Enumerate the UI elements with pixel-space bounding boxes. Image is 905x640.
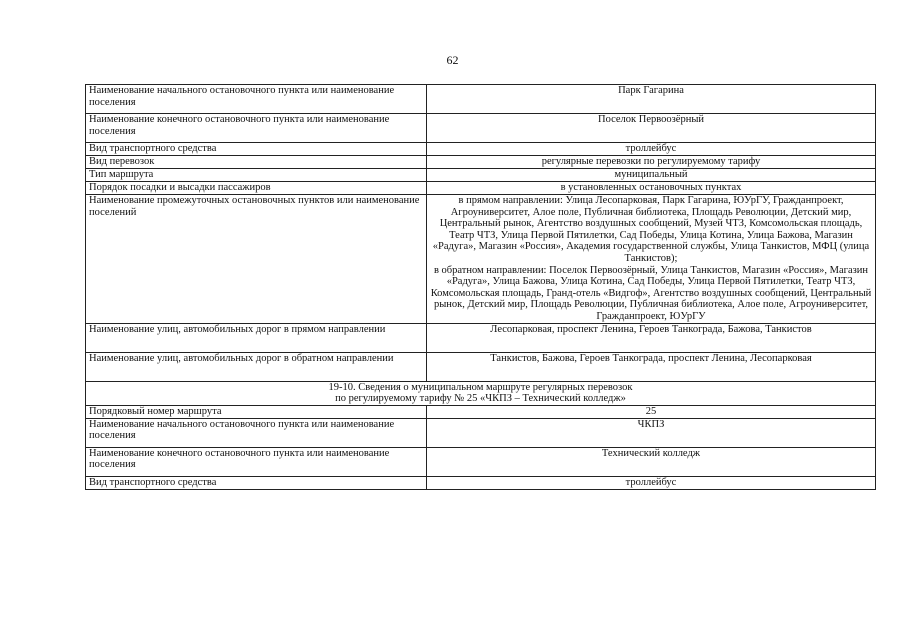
row-label: Тип маршрута bbox=[86, 169, 427, 182]
row-value: муниципальный bbox=[427, 169, 876, 182]
forward-direction-stops: в прямом направлении: Улица Лесопарковая, Парк Гагарина, ЮУрГУ, Гражданпроект, Агроуниверситет, Алое поле, Публичная библиотека, Площадь Революции, Детский мир, Центральный рынок, Агентство воздушных сообщений, Музей ЧТЗ, Комсомольская площадь, Театр ЧТЗ, Улица Первой Пятилетки, Сад Победы, Улица Котина, Улица Бажова, Магазин «Радуга», Магазин «Россия», Академия государственной службы, Улица Танкистов, МФЦ (улица Танкистов); bbox=[432, 195, 870, 264]
row-value: ЧКПЗ bbox=[427, 418, 876, 447]
row-value: Поселок Первоозёрный bbox=[427, 114, 876, 143]
table-row bbox=[86, 85, 876, 114]
row-value: троллейбус bbox=[427, 476, 876, 489]
table-row bbox=[86, 169, 876, 182]
row-label: Наименование начального остановочного пункта или наименование поселения bbox=[86, 85, 427, 114]
row-value: Танкистов, Бажова, Героев Танкограда, проспект Ленина, Лесопарковая bbox=[427, 352, 876, 381]
route-info-table bbox=[85, 84, 876, 490]
row-value: троллейбус bbox=[427, 143, 876, 156]
table-row bbox=[86, 156, 876, 169]
section-heading-line: 19-10. Сведения о муниципальном маршруте регулярных перевозок bbox=[328, 381, 633, 393]
row-label: Наименование конечного остановочного пункта или наименование поселения bbox=[86, 447, 427, 476]
section-heading-row bbox=[86, 381, 876, 405]
row-value: в установленных остановочных пунктах bbox=[427, 182, 876, 195]
row-label: Вид перевозок bbox=[86, 156, 427, 169]
section-heading-line: по регулируемому тарифу № 25 «ЧКПЗ – Технический колледж» bbox=[335, 393, 626, 405]
row-label: Наименование улиц, автомобильных дорог в прямом направлении bbox=[86, 323, 427, 352]
table-row bbox=[86, 352, 876, 381]
table-row bbox=[86, 447, 876, 476]
table-row bbox=[86, 418, 876, 447]
table-row bbox=[86, 476, 876, 489]
table-row bbox=[86, 405, 876, 418]
table-row bbox=[86, 143, 876, 156]
row-label: Наименование начального остановочного пункта или наименование поселения bbox=[86, 418, 427, 447]
intermediate-stops-value bbox=[427, 195, 876, 324]
section-heading bbox=[86, 381, 876, 405]
row-label: Наименование улиц, автомобильных дорог в обратном направлении bbox=[86, 352, 427, 381]
row-label: Вид транспортного средства bbox=[86, 476, 427, 489]
backward-direction-stops: в обратном направлении: Поселок Первоозёрный, Улица Танкистов, Магазин «Россия», Магазин «Радуга», Улица Бажова, Улица Котина, Сад Победы, Улица Первой Пятилетки, Театр ЧТЗ, Комсомольская площадь, Гранд-отель «Видгоф», Агентство воздушных сообщений, Центральный рынок, Детский мир, Площадь Революции, Публичная библиотека, Алое поле, Агроуниверситет, Гражданпроект, ЮУрГУ bbox=[430, 264, 872, 322]
row-label: Вид транспортного средства bbox=[86, 143, 427, 156]
row-label: Порядок посадки и высадки пассажиров bbox=[86, 182, 427, 195]
page-number: 62 bbox=[446, 53, 459, 67]
table-row bbox=[86, 182, 876, 195]
table-row-intermediate-stops bbox=[86, 195, 876, 324]
row-value: Парк Гагарина bbox=[427, 85, 876, 114]
row-value: Технический колледж bbox=[427, 447, 876, 476]
table-row bbox=[86, 323, 876, 352]
row-label: Наименование конечного остановочного пункта или наименование поселения bbox=[86, 114, 427, 143]
table-row bbox=[86, 114, 876, 143]
row-label: Наименование промежуточных остановочных пунктов или наименование поселений bbox=[86, 195, 427, 324]
row-value: Лесопарковая, проспект Ленина, Героев Танкограда, Бажова, Танкистов bbox=[427, 323, 876, 352]
row-value: регулярные перевозки по регулируемому тарифу bbox=[427, 156, 876, 169]
row-value: 25 bbox=[427, 405, 876, 418]
row-label: Порядковый номер маршрута bbox=[86, 405, 427, 418]
